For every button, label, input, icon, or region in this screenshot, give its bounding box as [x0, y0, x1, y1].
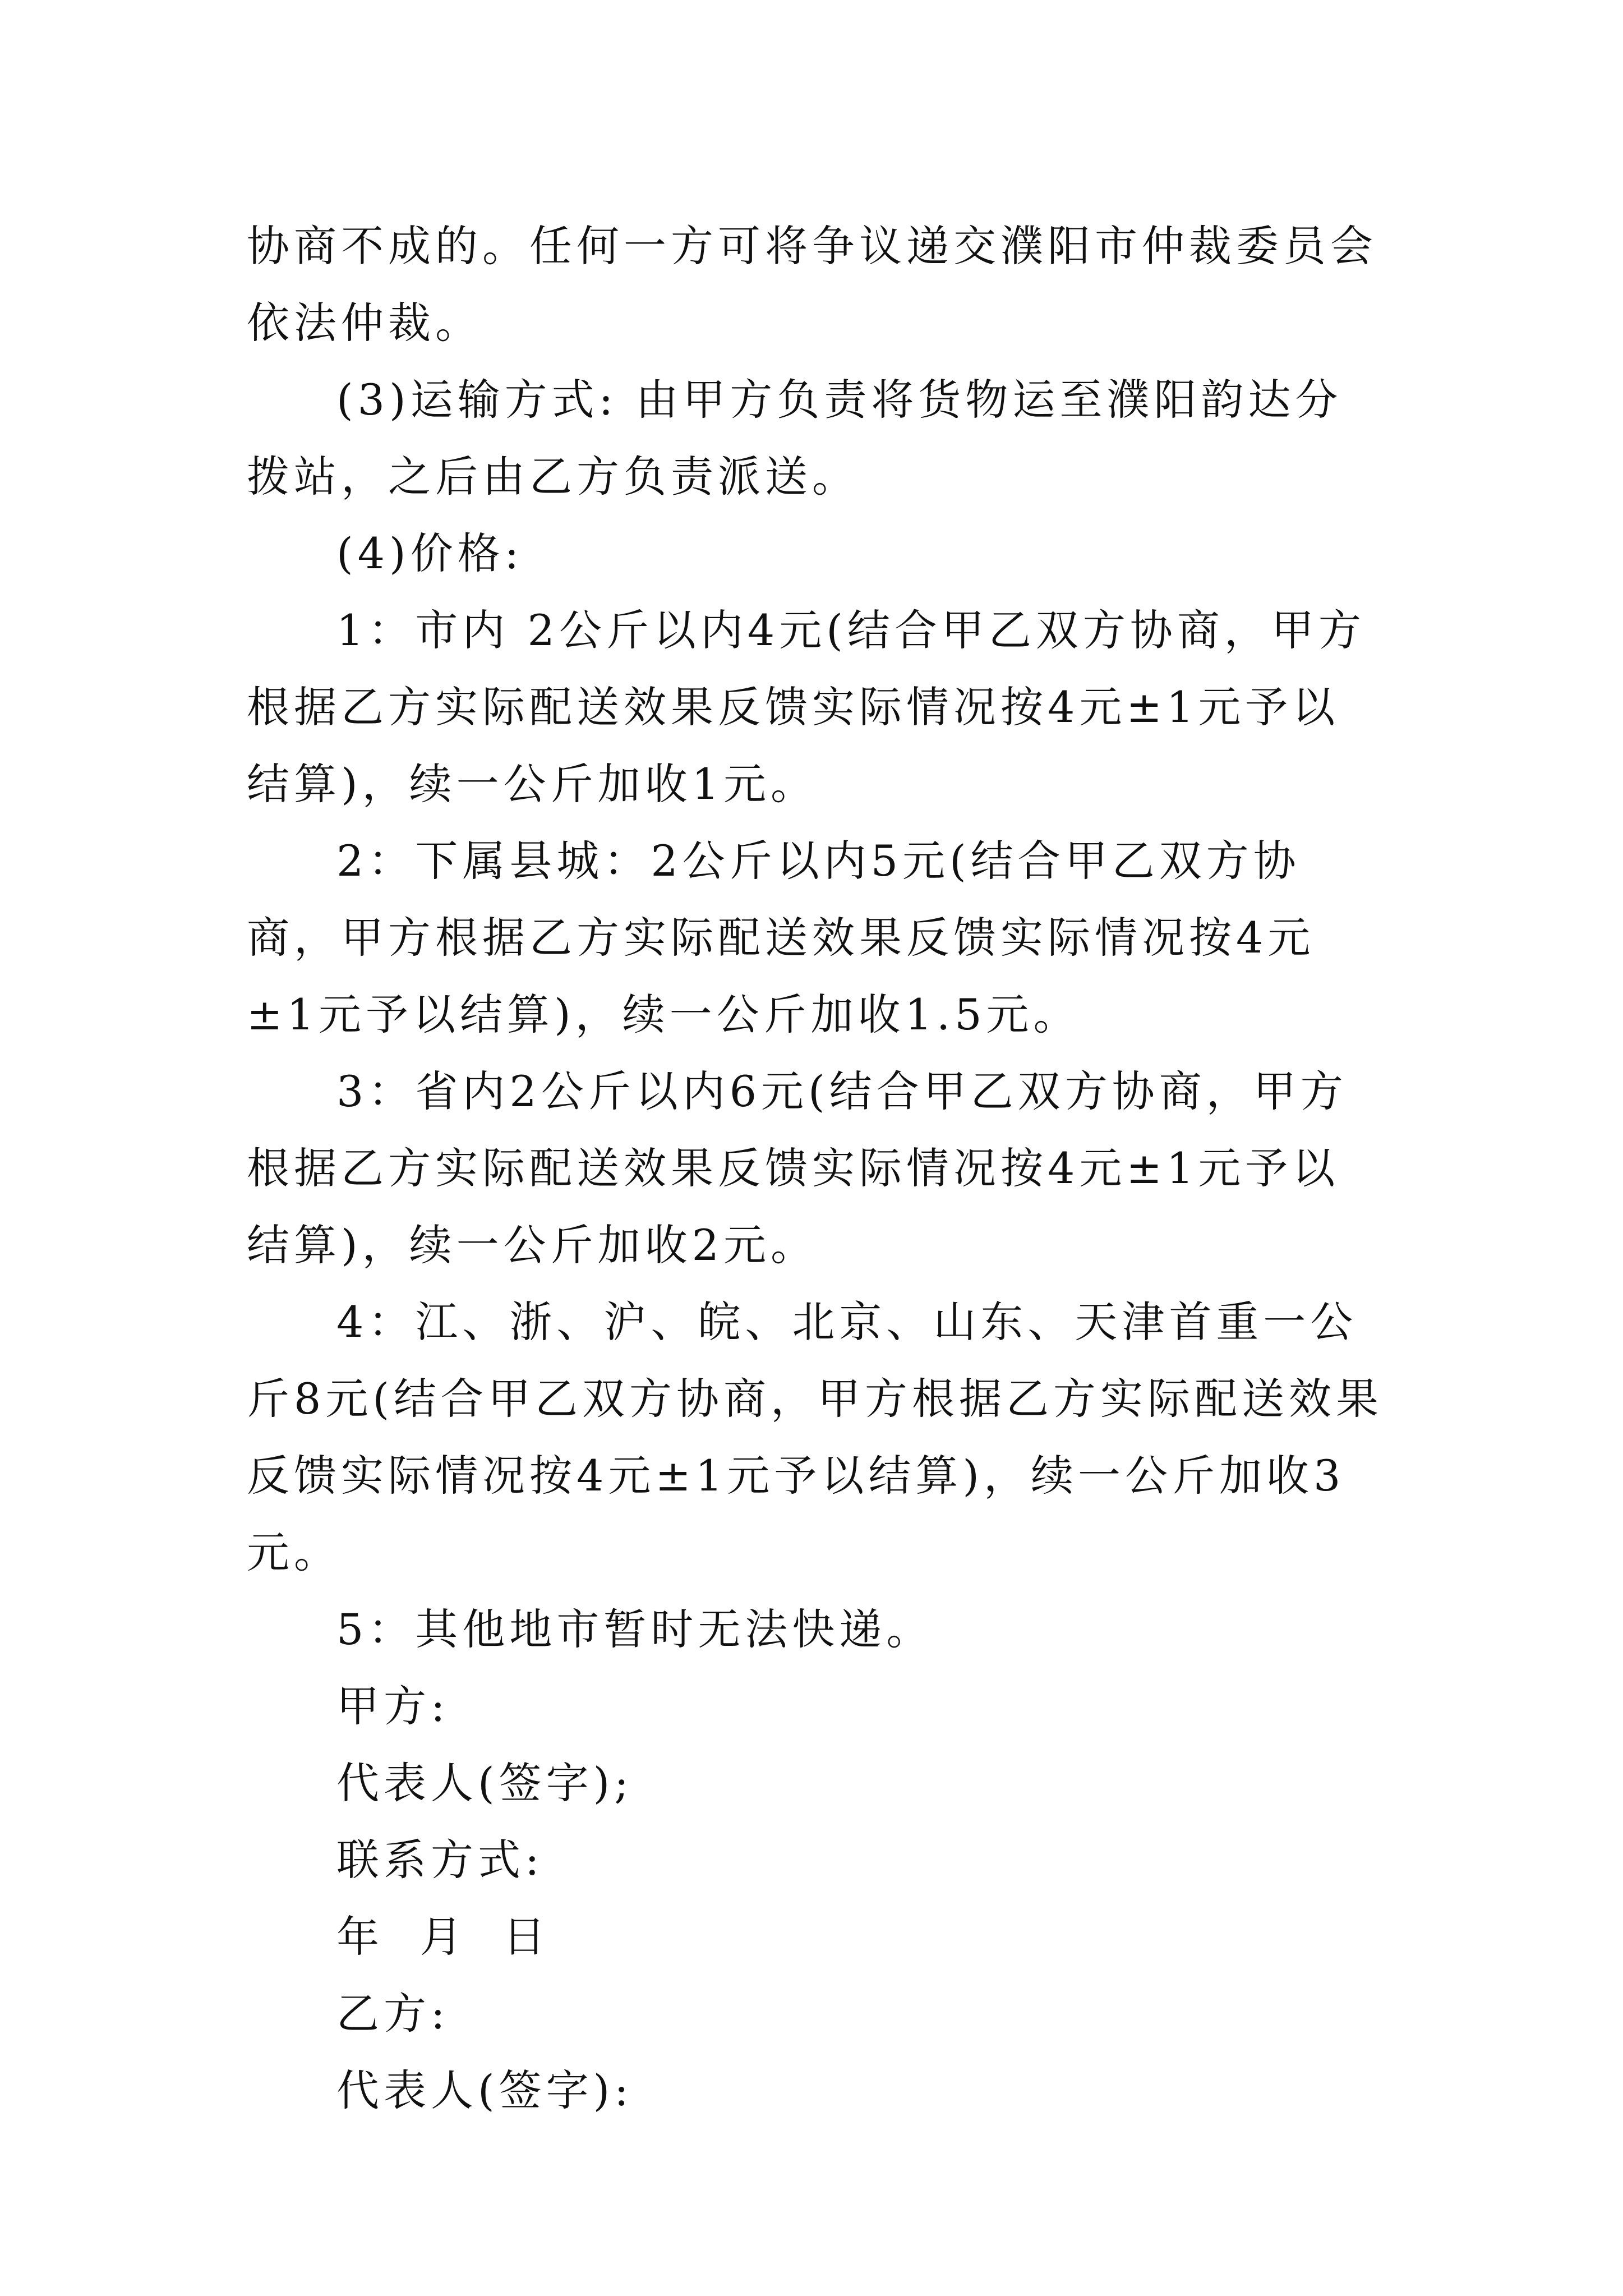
paragraph-price-province: 3：省内2公斤以内6元(结合甲乙双方协商，甲方根据乙方实际配送效果反馈实际情况按4元±1元予以结算)，续一公斤加收2元。 — [247, 1066, 1348, 1270]
paragraph-price-other: 5：其他地市暂时无法快递。 — [336, 1604, 934, 1654]
party-a-representative: 代表人(签字); — [336, 1758, 633, 1808]
paragraph-transport-method: (3)运输方式: 由甲方负责将货物运至濮阳韵达分拨站，之后由乙方负责派送。 — [247, 375, 1343, 501]
document-body — [247, 208, 1385, 2129]
party-a-label: 甲方: — [336, 1681, 450, 1731]
paragraph-dispute-resolution: 协商不成的。任何一方可将争议递交濮阳市仲裁委员会依法仲裁。 — [247, 221, 1377, 348]
paragraph-price-county: 2：下属县城：2公斤以内5元(结合甲乙双方协商，甲方根据乙方实际配送效果反馈实际情况按4元±1元予以结算)，续一公斤加收1.5元。 — [247, 836, 1315, 1039]
paragraph-price-heading: (4)价格: — [336, 528, 524, 578]
party-b-representative: 代表人(签字): — [336, 2065, 633, 2115]
party-b-label: 乙方: — [336, 1989, 450, 2039]
party-a-date: 年 月 日 — [336, 1912, 550, 1962]
paragraph-price-city: 1：市内 2公斤以内4元(结合甲乙双方协商，甲方根据乙方实际配送效果反馈实际情况按4元±1元予以结算)，续一公斤加收1元。 — [247, 605, 1366, 809]
paragraph-price-regions: 4：江、浙、沪、皖、北京、山东、天津首重一公斤8元(结合甲乙双方协商，甲方根据乙方实际配送效果反馈实际情况按4元±1元予以结算)，续一公斤加收3元。 — [247, 1297, 1384, 1577]
party-a-contact: 联系方式: — [336, 1835, 544, 1885]
